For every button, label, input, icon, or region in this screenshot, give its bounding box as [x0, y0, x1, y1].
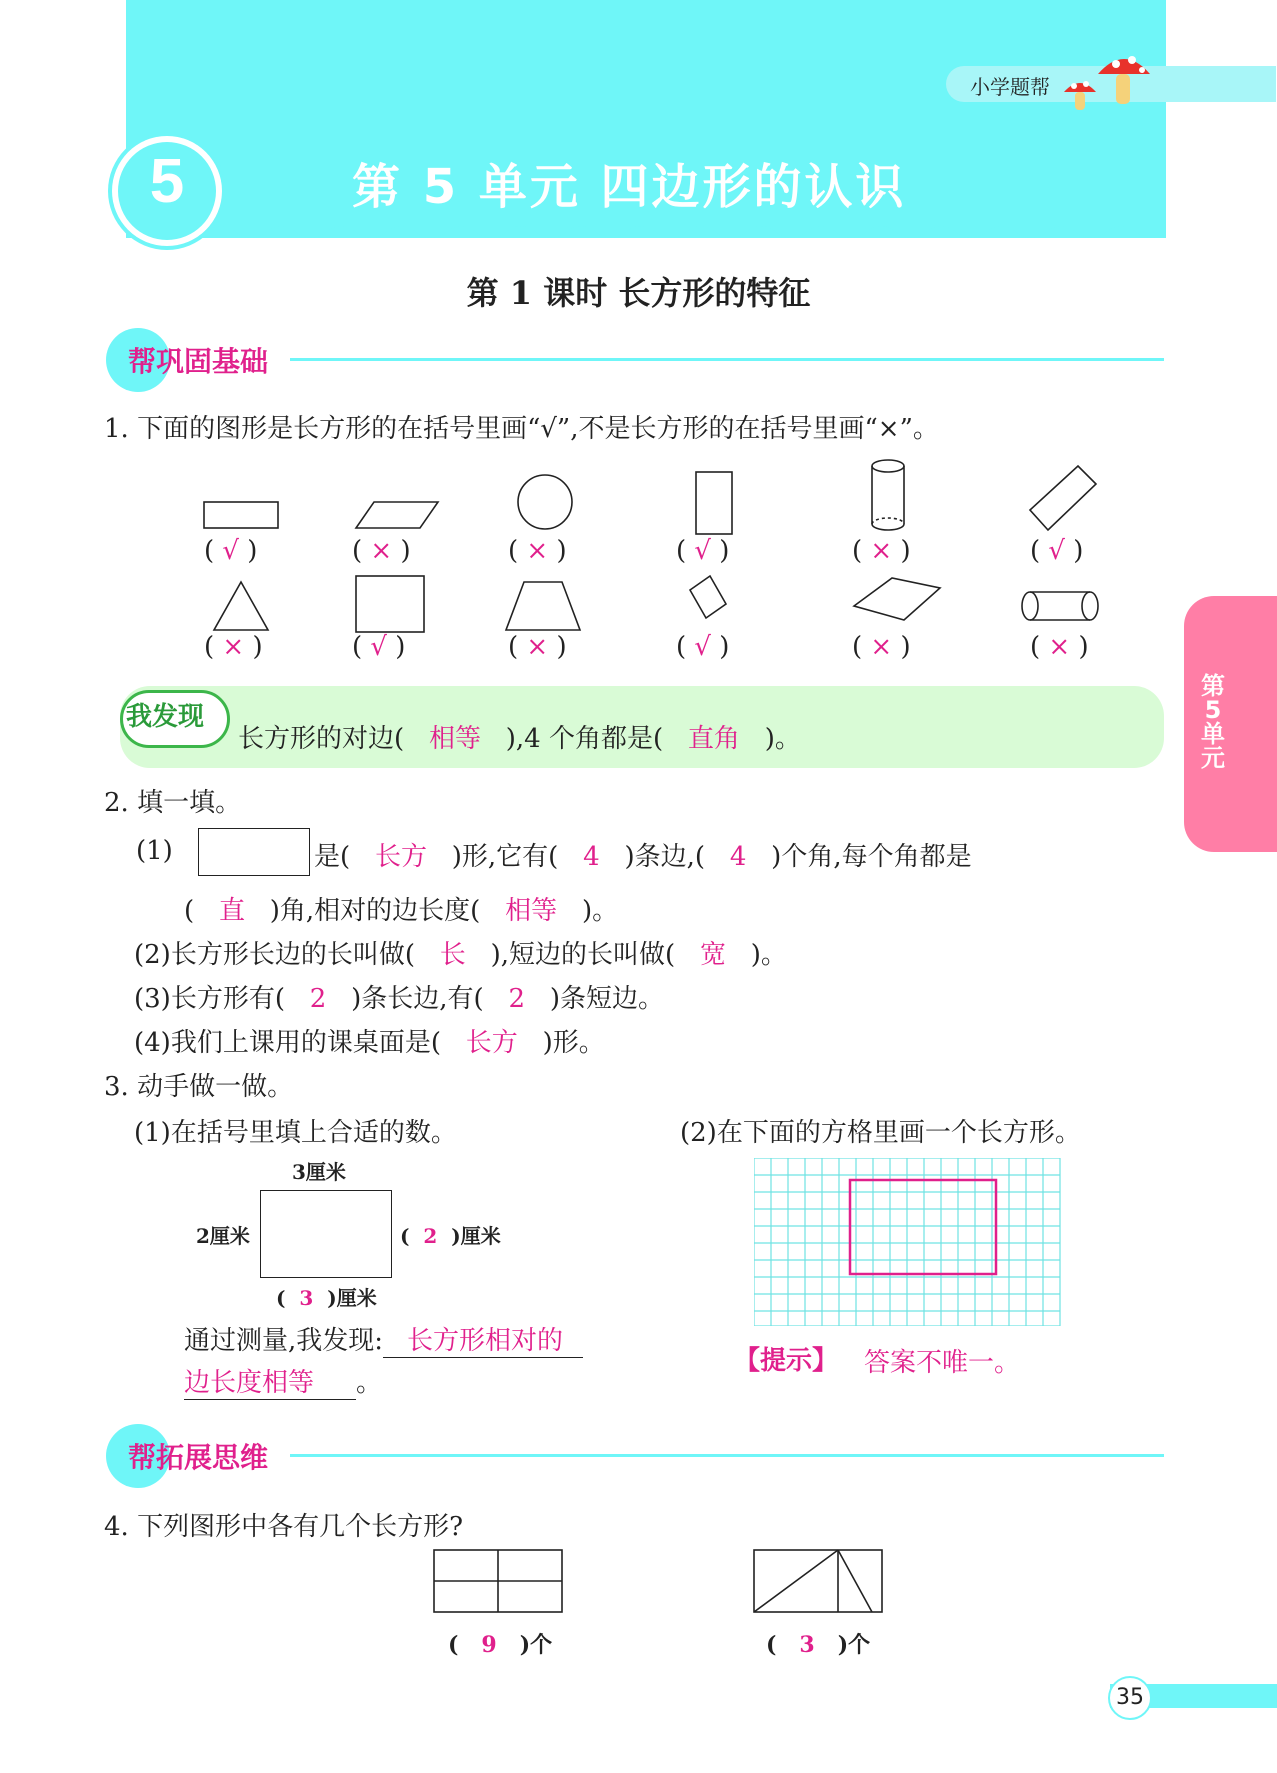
- trapezoid-icon: [506, 582, 580, 630]
- q4-fig1-answer: ( 9 )个: [448, 1632, 553, 1658]
- q3-hint-text: 答案不唯一。: [864, 1348, 1021, 1378]
- q1-mark-9: ( × ): [508, 632, 567, 662]
- unit-side-label: 第5单元: [1201, 672, 1225, 772]
- q2-part1-line2: ( 直 )角,相对的边长度( 相等 )。: [184, 896, 619, 926]
- section-extend-line: [290, 1454, 1164, 1457]
- q3-left-label: 2厘米: [196, 1224, 250, 1248]
- q1-shapes: [180, 450, 1120, 670]
- q1-prompt: 1. 下面的图形是长方形的在括号里画“√”,不是长方形的在括号里画“×”。: [104, 414, 939, 444]
- q2-prompt: 2. 填一填。: [104, 788, 242, 818]
- q3-top-label: 3厘米: [292, 1160, 346, 1184]
- q3-right-label: ( 2 )厘米: [400, 1224, 501, 1248]
- q4-fig2-answer: ( 3 )个: [766, 1632, 871, 1658]
- circle-icon: [518, 475, 572, 529]
- q1-mark-7: ( × ): [204, 632, 263, 662]
- q3-measure-text-2: 边长度相等 。: [184, 1362, 382, 1400]
- q2-part1-line1: 是( 长方 )形,它有( 4 )条边,( 4 )个角,每个角都是: [314, 842, 972, 872]
- q3-hint-label: 【提示】: [734, 1346, 839, 1376]
- q1-mark-12: ( × ): [1030, 632, 1089, 662]
- q2-part2: (2)长方形长边的长叫做( 长 ),短边的长叫做( 宽 )。: [134, 940, 787, 970]
- q3-prompt: 3. 动手做一做。: [104, 1072, 294, 1102]
- q2-part3: (3)长方形有( 2 )条长边,有( 2 )条短边。: [134, 984, 664, 1014]
- rectangle-icon: [204, 502, 278, 528]
- q1-mark-8: ( √ ): [352, 632, 406, 662]
- header-wave: [126, 220, 1166, 250]
- unit-title: 第 5 单元 四边形的认识: [352, 159, 907, 215]
- q1-mark-11: ( × ): [852, 632, 911, 662]
- mushroom-icon: [1058, 44, 1154, 116]
- q2-part1-label: (1): [136, 836, 173, 866]
- q1-mark-1: ( √ ): [204, 536, 258, 566]
- lesson-title: 第 1 课时 长方形的特征: [466, 274, 811, 312]
- triangle-icon: [214, 582, 268, 630]
- discovery-badge-text: 我发现: [126, 702, 205, 732]
- q3-measure-rectangle: [260, 1190, 392, 1278]
- q1-mark-5: ( × ): [852, 536, 911, 566]
- tall-rectangle-icon: [696, 472, 732, 534]
- q1-mark-10: ( √ ): [676, 632, 730, 662]
- small-tilted-rectangle-icon: [690, 576, 726, 618]
- page-number: 35: [1108, 1676, 1152, 1720]
- parallelogram-icon: [356, 502, 438, 528]
- q4-prompt: 4. 下列图形中各有几个长方形?: [104, 1512, 464, 1542]
- unit-number: 5: [149, 147, 185, 216]
- quadrilateral-icon: [854, 578, 940, 620]
- q3-measure-text: 通过测量,我发现: 长方形相对的: [184, 1320, 583, 1358]
- section-basic-label: 帮巩固基础: [128, 345, 269, 378]
- q3-bottom-label: ( 3 )厘米: [276, 1286, 377, 1310]
- q1-mark-3: ( × ): [508, 536, 567, 566]
- section-extend-label: 帮拓展思维: [128, 1441, 269, 1474]
- q4-figures: [432, 1548, 892, 1618]
- square-icon: [356, 576, 424, 632]
- q3-sub2: (2)在下面的方格里画一个长方形。: [680, 1118, 1081, 1148]
- q1-mark-4: ( √ ): [676, 536, 730, 566]
- q3-grid: [754, 1158, 1070, 1326]
- q1-mark-2: ( × ): [352, 536, 411, 566]
- section-basic-line: [290, 358, 1164, 361]
- q1-mark-6: ( √ ): [1030, 536, 1084, 566]
- q2-part4: (4)我们上课用的课桌面是( 长方 )形。: [134, 1028, 605, 1058]
- cylinder-icon: [872, 460, 904, 530]
- discovery-sentence: 长方形的对边( 相等 ),4 个角都是( 直角 )。: [238, 724, 801, 754]
- brand-name: 小学题帮: [970, 75, 1050, 99]
- lying-cylinder-icon: [1022, 592, 1098, 620]
- q3-sub1: (1)在括号里填上合适的数。: [134, 1118, 457, 1148]
- q2-rectangle: [198, 828, 310, 876]
- tilted-rectangle-icon: [1030, 466, 1096, 530]
